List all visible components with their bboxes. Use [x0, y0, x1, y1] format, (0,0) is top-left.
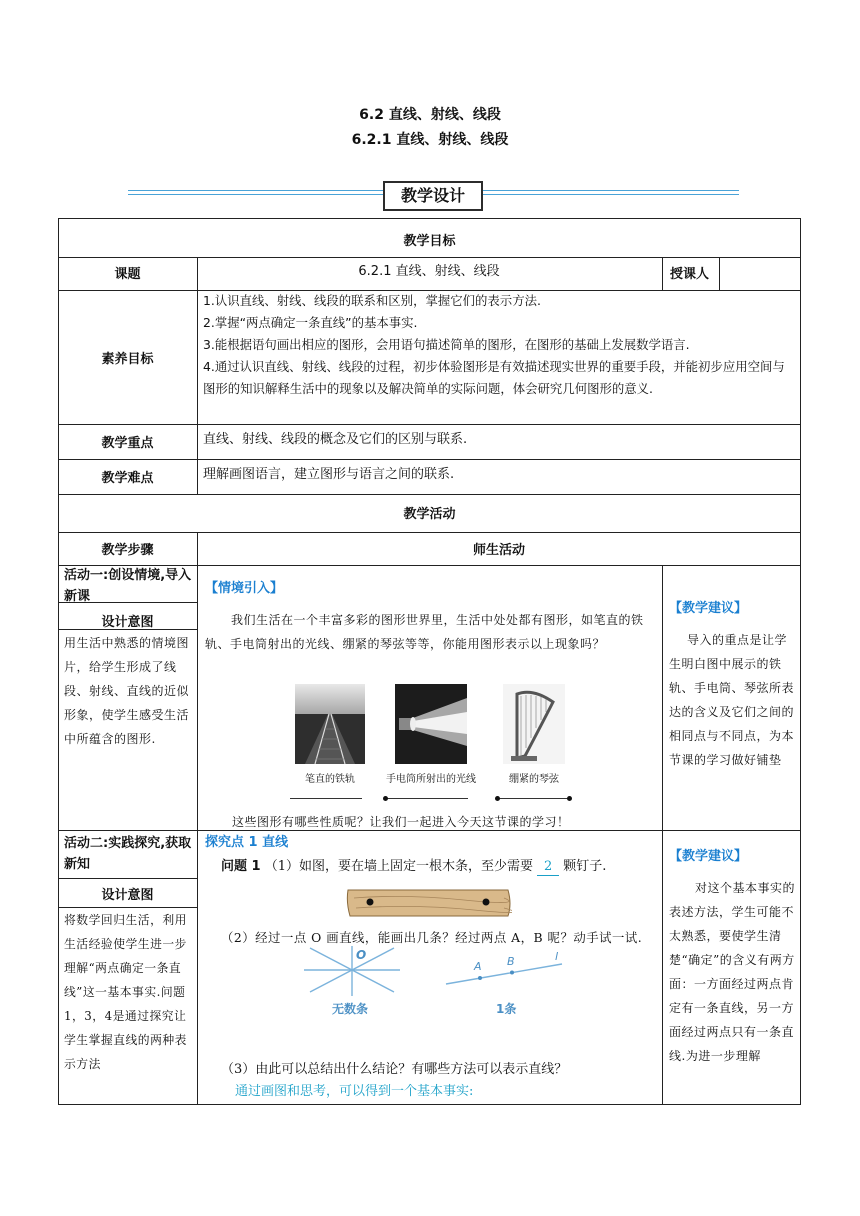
segment-endpoint-left: [495, 796, 500, 801]
basic-fact-intro: 通过画图和思考，可以得到一个基本事实:: [235, 1084, 474, 1099]
literacy-item: 1.认识直线、射线、线段的联系和区别，掌握它们的表示方法.: [203, 293, 541, 308]
harp-photo: [503, 684, 565, 764]
caption-one-line: 1条: [496, 1002, 517, 1016]
caption-flashlight: 手电筒所射出的光线: [386, 774, 476, 785]
segment-endpoint-right: [567, 796, 572, 801]
point-b-label: B: [507, 955, 515, 968]
question-1-tail: 颗钉子.: [563, 859, 607, 874]
activity1-closing: 这些图形有哪些性质呢？让我们一起进入今天这节课的学习！: [232, 815, 570, 829]
question-1-answer: 2: [537, 859, 559, 876]
flashlight-photo: [395, 684, 467, 764]
subsection-title: 6.2.1 直线、射线、线段: [351, 132, 509, 148]
literacy-list: [203, 290, 797, 400]
teacher-student-label: 师生活动: [472, 543, 525, 558]
activities-header: 教学活动: [403, 507, 456, 522]
caption-railway: 笔直的铁轨: [305, 774, 355, 785]
activity1-title: 活动一:创设情境,导入新课: [64, 568, 192, 604]
point-o-label: O: [356, 948, 367, 962]
literacy-label: 素养目标: [101, 352, 154, 367]
activity2-title: 活动二:实践探究,获取新知: [64, 836, 192, 872]
goals-header: 教学目标: [403, 234, 456, 249]
banner-rule-left: [128, 190, 383, 195]
question-1-label: 问题 1: [221, 859, 261, 874]
steps-label: 教学步骤: [101, 543, 154, 558]
wooden-plank-figure: [344, 884, 512, 920]
banner-teaching-design: 教学设计: [383, 181, 483, 211]
activity1-suggestion-heading: 【教学建议】: [669, 601, 748, 616]
question-2: （2）经过一点 O 画直线，能画出几条？经过两点 A，B 呢？动手试一试.: [221, 930, 643, 945]
literacy-item: 4.通过认识直线、射线、线段的过程，初步体验图形是有效描述现实世界的重要手段，并能初步应用空间与图形的知识解释生活中的现象以及解决简单的实际问题，体会研究几何图形的意义.: [203, 359, 785, 396]
activity2-design-label: 设计意图: [101, 888, 154, 903]
literacy-item: 3.能根据语句画出相应的图形，会用语句描述简单的图形，在图形的基础上发展数学语言.: [203, 337, 690, 352]
activity1-design-text: 用生活中熟悉的情境图片，给学生形成了线段、射线、直线的近似形象，使学生感受生活中所蕴含的图形.: [64, 636, 190, 746]
line-through-two-points-figure: [444, 958, 564, 988]
key-point-label: 教学重点: [101, 436, 154, 451]
railway-photo: [295, 684, 365, 764]
situation-intro-heading: 【情境引入】: [205, 581, 284, 596]
topic-value: 6.2.1 直线、射线、线段: [358, 264, 500, 279]
situation-intro-text: 我们生活在一个丰富多彩的图形世界里，生活中处处都有图形，如笔直的铁轨、手电筒射出的光线、绷紧的琴弦等等，你能用图形表示以上现象吗？: [205, 613, 644, 651]
explore-point-heading: 探究点 1 直线: [205, 835, 289, 850]
activity2-suggestion-text: 对这个基本事实的表述方法，学生可能不太熟悉，要使学生清楚“确定”的含义有两方面：一方面经过两点肯定有一条直线，另一方面经过两点只有一条直线.为进一步理解: [669, 881, 795, 1063]
caption-countless: 无数条: [332, 1002, 369, 1016]
caption-harp: 绷紧的琴弦: [509, 774, 559, 785]
question-1-text: （1）如图，要在墙上固定一根木条，至少需要: [264, 859, 533, 874]
line-l-label: l: [555, 950, 559, 963]
banner-rule-right: [483, 190, 739, 195]
topic-label: 课题: [114, 267, 141, 282]
line-figure: [290, 798, 362, 799]
question-3: （3）由此可以总结出什么结论？有哪些方法可以表示直线？: [221, 1062, 568, 1077]
ray-figure: [385, 798, 468, 799]
segment-figure: [497, 798, 570, 799]
key-point-value: 直线、射线、线段的概念及它们的区别与联系.: [203, 432, 468, 447]
literacy-item: 2.掌握“两点确定一条直线”的基本事实.: [203, 315, 418, 330]
teacher-label: 授课人: [669, 267, 709, 282]
point-a-label: A: [474, 960, 482, 973]
question-1: [221, 856, 657, 878]
activity1-design-label: 设计意图: [101, 615, 154, 630]
difficult-point-label: 教学难点: [101, 471, 154, 486]
activity2-design-text: 将数学回归生活，利用生活经验使学生进一步理解“两点确定一条直线”这一基本事实.问题1，3，4是通过探究让学生掌握直线的两种表示方法: [64, 913, 187, 1071]
activity1-suggestion-text: 导入的重点是让学生明白图中展示的铁轨、手电筒、琴弦所表达的含义及它们之间的相同点与不同点，为本节课的学习做好铺垫: [669, 633, 795, 767]
activity2-suggestion-heading: 【教学建议】: [669, 849, 748, 864]
difficult-point-value: 理解画图语言，建立图形与语言之间的联系.: [203, 467, 455, 482]
lines-through-point-figure: [300, 946, 404, 996]
ray-endpoint: [383, 796, 388, 801]
section-title: 6.2 直线、射线、线段: [359, 107, 501, 123]
